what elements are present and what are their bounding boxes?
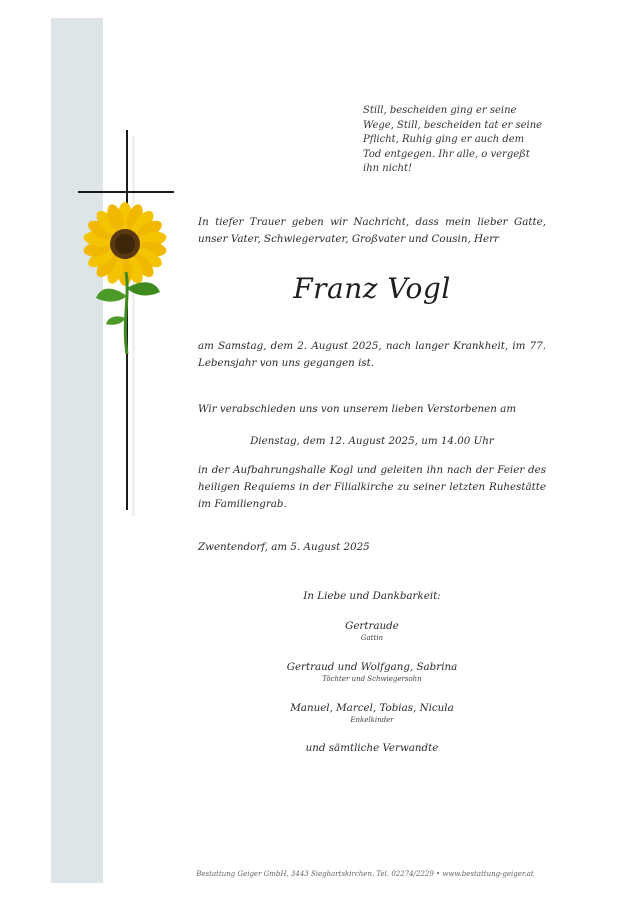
poem-line: Pflicht, Ruhig ging er auch dem (363, 134, 525, 145)
decorative-stripe (51, 18, 103, 883)
funeral-date: Dienstag, dem 12. August 2025, um 14.00 Uhr (250, 435, 494, 447)
poem-line: Tod entgegen. Ihr alle, o vergeßt (363, 148, 530, 160)
mourner-relation: Töchter und Schwiegersohn (322, 675, 422, 683)
deceased-name: Franz Vogl (293, 272, 451, 305)
sunflower-icon (70, 196, 180, 356)
poem (363, 104, 553, 177)
place-date: Zwentendorf, am 5. August 2025 (198, 541, 370, 553)
mourner-group (198, 701, 546, 725)
mourners-section (198, 590, 546, 754)
funeral-location: in der Aufbahrungshalle Kogl und geleiten ihn nach der Feier des heiligen Requiems in der Filialkirche zu seiner letzten Ruhestätte im Familiengrab. (198, 464, 546, 510)
mourner-group (198, 660, 546, 684)
poem-line: ihn nicht! (363, 163, 412, 174)
mourner-names: Manuel, Marcel, Tobias, Nicula (290, 702, 454, 714)
mourner-group (198, 619, 546, 643)
mourner-names: Gertraude (345, 620, 399, 632)
death-notice: am Samstag, dem 2. August 2025, nach langer Krankheit, im 77. Lebensjahr von uns gegangen ist. (198, 340, 546, 369)
cross-bar (78, 191, 174, 193)
intro-text: In tiefer Trauer geben wir Nachricht, dass mein lieber Gatte, unser Vater, Schwiegervater, Großvater und Cousin, Herr (198, 216, 546, 245)
sunflower-leaf-right (127, 282, 160, 295)
mourner-names: Gertraud und Wolfgang, Sabrina (286, 661, 458, 673)
farewell-text: Wir verabschieden uns von unserem lieben Verstorbenen am (198, 403, 517, 415)
mourner-relation: Enkelkinder (350, 716, 394, 724)
relatives-line: und sämtliche Verwandte (305, 742, 439, 754)
mourner-relation: Gattin (360, 634, 384, 642)
closing-line: In Liebe und Dankbarkeit: (303, 590, 441, 602)
poem-line: Still, bescheiden ging er seine (363, 105, 517, 116)
sunflower-stem (125, 272, 127, 354)
footer-imprint: Bestattung Geiger GmbH, 3443 Sieghartskirchen, Tel. 02274/2229 • www.bestattung-geiger.at (196, 870, 534, 878)
sunflower-leaf-left (96, 289, 127, 302)
poem-line: Wege, Still, bescheiden tat er seine (363, 119, 543, 131)
